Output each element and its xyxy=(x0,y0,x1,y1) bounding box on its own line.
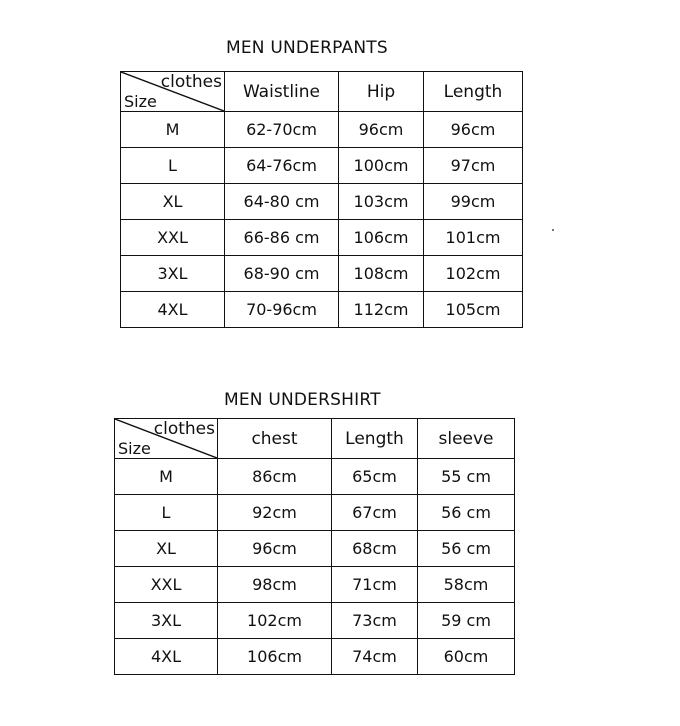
table-cell: 108cm xyxy=(339,256,424,292)
table-cell: 102cm xyxy=(424,256,523,292)
table-cell: 56 cm xyxy=(418,531,515,567)
table-cell: 60cm xyxy=(418,639,515,675)
table-cell: 96cm xyxy=(339,112,424,148)
table-row xyxy=(121,184,523,220)
table-row xyxy=(115,495,515,531)
corner-label-size: Size xyxy=(118,439,151,458)
table-row xyxy=(115,603,515,639)
table-row xyxy=(121,112,523,148)
stray-dot xyxy=(552,229,554,231)
table-cell: 96cm xyxy=(218,531,332,567)
size-cell: 3XL xyxy=(121,256,225,292)
table-cell: 58cm xyxy=(418,567,515,603)
size-cell: XL xyxy=(115,531,218,567)
table-cell: 92cm xyxy=(218,495,332,531)
table-row xyxy=(115,567,515,603)
table-cell: 103cm xyxy=(339,184,424,220)
table-cell: 98cm xyxy=(218,567,332,603)
table-header-row xyxy=(115,419,515,459)
size-cell: M xyxy=(115,459,218,495)
underpants-title: MEN UNDERPANTS xyxy=(226,38,388,58)
column-header-length: Length xyxy=(424,72,523,112)
size-cell: XXL xyxy=(121,220,225,256)
undershirt-size-table xyxy=(114,418,515,675)
table-cell: 71cm xyxy=(332,567,418,603)
table-cell: 66-86 cm xyxy=(225,220,339,256)
table-row xyxy=(121,220,523,256)
corner-label-clothes: clothes xyxy=(153,419,215,439)
table-cell: 70-96cm xyxy=(225,292,339,328)
table-cell: 73cm xyxy=(332,603,418,639)
size-cell: 4XL xyxy=(121,292,225,328)
column-header-waistline: Waistline xyxy=(225,72,339,112)
table-cell: 101cm xyxy=(424,220,523,256)
column-header-chest: chest xyxy=(218,419,332,459)
column-header-sleeve: sleeve xyxy=(418,419,515,459)
table-row xyxy=(121,148,523,184)
table-cell: 68cm xyxy=(332,531,418,567)
column-header-hip: Hip xyxy=(339,72,424,112)
table-row xyxy=(121,292,523,328)
table-cell: 65cm xyxy=(332,459,418,495)
corner-header-cell xyxy=(115,419,218,459)
table-header-row xyxy=(121,72,523,112)
table-cell: 62-70cm xyxy=(225,112,339,148)
table-cell: 106cm xyxy=(339,220,424,256)
table-cell: 67cm xyxy=(332,495,418,531)
column-header-length: Length xyxy=(332,419,418,459)
table-cell: 97cm xyxy=(424,148,523,184)
table-cell: 56 cm xyxy=(418,495,515,531)
table-cell: 74cm xyxy=(332,639,418,675)
table-cell: 112cm xyxy=(339,292,424,328)
corner-label-clothes: clothes xyxy=(160,72,222,92)
table-cell: 55 cm xyxy=(418,459,515,495)
size-cell: M xyxy=(121,112,225,148)
size-cell: L xyxy=(115,495,218,531)
corner-header-cell xyxy=(121,72,225,112)
underpants-size-table xyxy=(120,71,523,328)
table-row xyxy=(115,459,515,495)
table-row xyxy=(121,256,523,292)
table-cell: 68-90 cm xyxy=(225,256,339,292)
table-cell: 64-76cm xyxy=(225,148,339,184)
table-cell: 96cm xyxy=(424,112,523,148)
size-cell: L xyxy=(121,148,225,184)
table-cell: 105cm xyxy=(424,292,523,328)
size-cell: XXL xyxy=(115,567,218,603)
table-cell: 106cm xyxy=(218,639,332,675)
size-cell: XL xyxy=(121,184,225,220)
table-row xyxy=(115,639,515,675)
size-cell: 3XL xyxy=(115,603,218,639)
corner-label-size: Size xyxy=(124,92,157,111)
table-cell: 99cm xyxy=(424,184,523,220)
size-cell: 4XL xyxy=(115,639,218,675)
table-cell: 100cm xyxy=(339,148,424,184)
table-cell: 64-80 cm xyxy=(225,184,339,220)
table-row xyxy=(115,531,515,567)
undershirt-title: MEN UNDERSHIRT xyxy=(224,390,381,410)
table-cell: 102cm xyxy=(218,603,332,639)
table-cell: 86cm xyxy=(218,459,332,495)
table-cell: 59 cm xyxy=(418,603,515,639)
